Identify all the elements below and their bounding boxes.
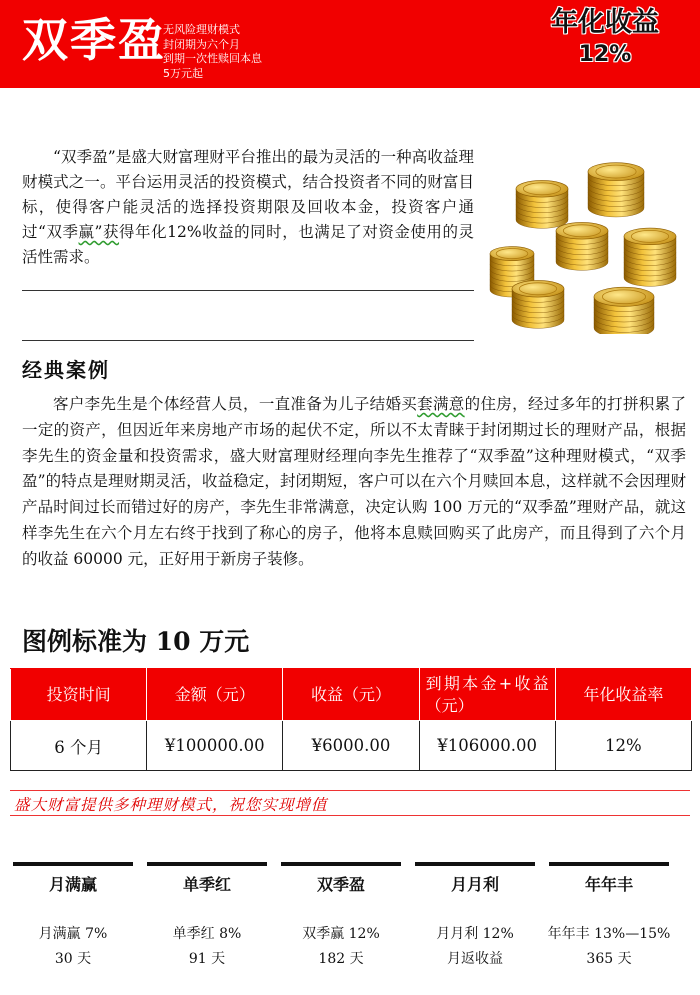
product-bar	[549, 862, 669, 866]
product-term: 91 天	[188, 951, 226, 967]
case-text: 的住房，经过多年的打拼积累了一定的资产，但因近年来房地产市场的起伏不定，所以不太青睐于封闭期过长的理财产品，根据李先生的资金量和投资需求，盛大财富理财经理向李先生推荐了“双季盈”这种理财模式，“双季盈”的特点是理财期灵活，收益稳定，封闭期短，客户可以在六个月赎回本息，这样就不会因理财产品时间过长而错过好的房产，李先生非常满意，决定认购 100 万元的“双季盈”理财产品，就这样李先生在六个月左右终于找到了称心的房子，他将本息赎回购买了此房产，而且得到了六个月的收益 60000 元，正好用于新房子装修。	[22, 395, 686, 568]
product-rate: 双季赢 12%	[302, 926, 380, 942]
product-term: 月返收益	[447, 951, 503, 967]
case-text: 客户李先生是个体经营人员，一直准备为儿子结婚买	[53, 395, 418, 413]
table-header-row	[11, 669, 692, 721]
example-table	[10, 668, 692, 771]
annual-rate-title: 年化收益	[551, 7, 659, 38]
feature-list	[163, 23, 262, 81]
product-bar	[13, 862, 133, 866]
table-cell: 12%	[555, 721, 691, 771]
slogan-rule-top	[10, 790, 690, 791]
table-header-cell: 收益（元）	[283, 669, 419, 721]
intro-text: 得年化12%收益的同时，也满足了对资金使用的灵活性需求。	[22, 223, 474, 266]
product-item	[547, 862, 671, 967]
table-header-cell: 投资时间	[11, 669, 147, 721]
table-header-cell: 年化收益率	[555, 669, 691, 721]
header-banner	[0, 0, 700, 88]
product-item	[281, 862, 401, 967]
product-name: 年年丰	[584, 875, 633, 894]
case-paragraph	[22, 392, 686, 573]
product-term: 30 天	[54, 951, 92, 967]
product-item	[415, 862, 535, 967]
product-bar	[415, 862, 535, 866]
table-row	[11, 721, 692, 771]
product-desc	[271, 922, 411, 972]
case-title: 经典案例	[22, 358, 110, 382]
product-rate: 月满赢 7%	[38, 926, 108, 942]
product-desc	[539, 922, 679, 972]
product-rate: 单季红 8%	[172, 926, 242, 942]
divider-line	[22, 290, 474, 291]
table-header-cell: 金额（元）	[147, 669, 283, 721]
intro-paragraph	[22, 145, 474, 270]
product-desc	[405, 922, 545, 972]
gold-coins-image	[484, 158, 690, 334]
product-name: 月满赢	[48, 875, 97, 894]
slogan-rule-bottom	[10, 815, 690, 816]
brand-title: 双季盈	[22, 13, 166, 67]
table-cell: ¥106000.00	[419, 721, 555, 771]
product-name: 双季盈	[316, 875, 365, 894]
product-desc	[137, 922, 277, 972]
product-term: 365 天	[586, 951, 632, 967]
product-name: 单季红	[182, 875, 231, 894]
product-rate: 年年丰 13%—15%	[547, 926, 671, 942]
table-header-cell: 到期本金+收益（元）	[419, 669, 555, 721]
intro-text-marked: 赢”获	[78, 223, 120, 241]
table-cell: ¥100000.00	[147, 721, 283, 771]
feature-item: 到期一次性赎回本息	[163, 52, 262, 65]
annual-rate-value: 12%	[578, 42, 632, 67]
feature-item: 封闭期为六个月	[163, 37, 240, 51]
product-bar	[281, 862, 401, 866]
feature-item: 5万元起	[163, 66, 203, 80]
table-title: 图例标准为 10 万元	[22, 627, 250, 656]
product-term: 182 天	[318, 951, 364, 967]
intro-text: “双季盈”是盛大财富理财平台推出的最为灵活的一种高收益理财模式之一。平台运用灵活的投资模式，结合投资者不同的财富目标，使得客户能灵活的选择投资期限及回收本金，投资客户通过“双季	[22, 148, 474, 241]
product-item	[13, 862, 133, 967]
divider-line	[22, 340, 474, 341]
product-bar	[147, 862, 267, 866]
annual-rate-box	[540, 4, 670, 68]
table-cell: 6 个月	[11, 721, 147, 771]
case-text-marked: 套满意	[417, 395, 465, 413]
feature-item: 无风险理财模式	[163, 23, 240, 36]
product-item	[147, 862, 267, 967]
table-cell: ¥6000.00	[283, 721, 419, 771]
slogan-text: 盛大财富提供多种理财模式，祝您实现增值	[14, 796, 328, 814]
product-desc	[3, 922, 143, 972]
product-name: 月月利	[450, 875, 499, 894]
product-rate: 月月利 12%	[436, 926, 514, 942]
